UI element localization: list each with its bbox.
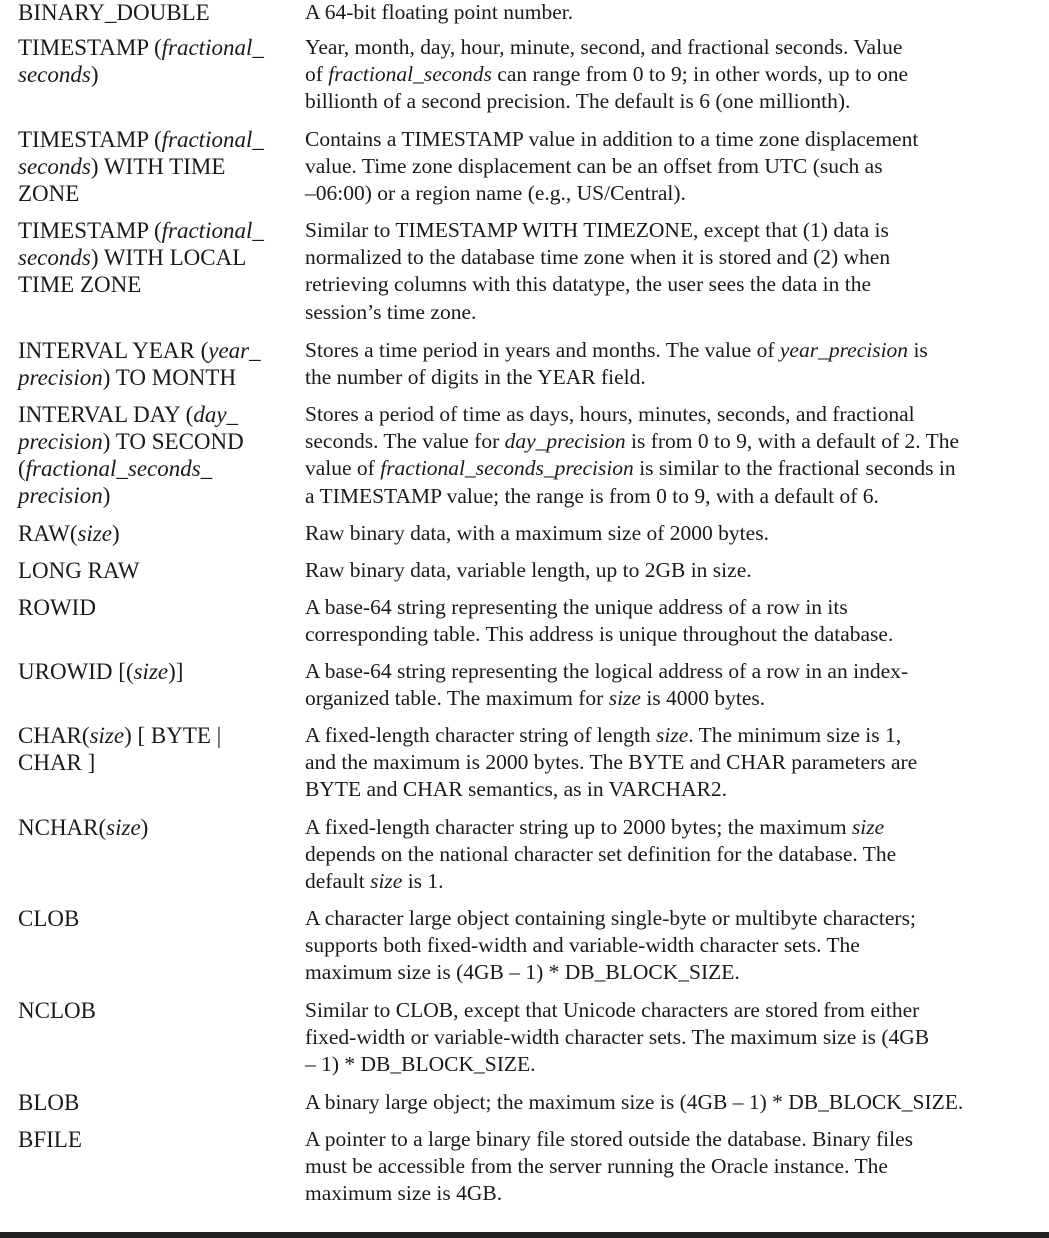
datatype-description-cell	[305, 401, 1038, 510]
text: TIMESTAMP (	[18, 218, 162, 243]
table-row	[18, 814, 1038, 896]
datatype-name-cell	[18, 814, 305, 841]
text: INTERVAL YEAR (	[18, 338, 209, 363]
italic-text: fractional_ seconds	[18, 218, 264, 270]
text: BLOB	[18, 1090, 80, 1115]
italic-text: size	[608, 686, 641, 711]
text: ) [ BYTE | CHAR ]	[18, 723, 222, 775]
text: INTERVAL DAY (	[18, 402, 194, 427]
text: )	[102, 483, 111, 508]
text: depends on the national character set definition for the database. The default	[305, 842, 897, 894]
italic-text: size	[851, 815, 885, 839]
table-row	[18, 905, 1038, 987]
datatype-description-cell	[305, 1089, 1038, 1116]
text: )	[90, 62, 99, 87]
italic-text: fractional_seconds_ precision	[18, 456, 213, 508]
datatype-name-cell	[18, 337, 305, 391]
text: is from 0 to 9, with a default of 2. The value of	[305, 429, 960, 481]
text: Similar to TIMESTAMP WITH TIMEZONE, except that (1) data is normalized to the database time zone when it is stored and (2) when retrieving columns with this datatype, the user sees the data in the session’s time zone.	[305, 218, 891, 324]
text: ) WITH LOCAL TIME ZONE	[18, 245, 247, 297]
text: RAW(	[18, 521, 78, 546]
text: A fixed-length character string up to 2000 bytes; the maximum	[305, 815, 852, 839]
text: A pointer to a large binary file stored outside the database. Binary files must be accessible from the server running the Oracle instance. The maximum size is 4GB.	[305, 1127, 913, 1206]
text: ) TO SECOND (	[18, 429, 244, 481]
text: A base-64 string representing the logical address of a row in an index- organized table. The maximum for	[305, 659, 909, 711]
datatype-description-cell	[305, 594, 1038, 648]
datatype-name-cell	[18, 0, 305, 26]
text: ROWID	[18, 595, 96, 620]
datatype-description-cell	[305, 520, 1038, 547]
datatype-description-cell	[305, 997, 1038, 1079]
datatype-name-cell	[18, 217, 305, 298]
bottom-rule	[0, 1232, 1049, 1238]
datatype-description-cell	[305, 34, 1038, 116]
datatype-description-cell	[305, 126, 1038, 208]
text: is 1.	[402, 869, 444, 894]
text: . The minimum size is 1, and the maximum is 2000 bytes. The BYTE and CHAR parameters are BYTE and CHAR semantics, as in VARCHAR2.	[305, 723, 918, 802]
text: Stores a time period in years and months. The value of	[305, 338, 780, 362]
datatype-name-cell	[18, 594, 305, 621]
datatype-description-cell	[305, 337, 1038, 391]
text: Stores a period of time as days, hours, minutes, seconds, and fractional seconds. The value for	[305, 402, 915, 454]
text: )	[140, 815, 149, 840]
italic-text: fractional_ seconds	[18, 35, 264, 87]
text: can range from 0 to 9; in other words, up to one billionth of a second precision. The default is 6 (one millionth).	[305, 62, 909, 114]
italic-text: size	[133, 659, 169, 684]
italic-text: fractional_seconds	[328, 62, 492, 87]
table-row	[18, 401, 1038, 510]
table-row	[18, 594, 1038, 648]
text: is 4000 bytes.	[640, 686, 766, 711]
text: ) TO MONTH	[102, 365, 237, 390]
text: )	[111, 521, 120, 546]
italic-text: size	[370, 869, 403, 894]
text: TIMESTAMP (	[18, 35, 162, 60]
datatype-description-cell	[305, 557, 1038, 584]
text: Raw binary data, variable length, up to 2GB in size.	[305, 558, 752, 582]
text: UROWID [(	[18, 659, 134, 684]
datatype-name-cell	[18, 401, 305, 509]
text: is similar to the fractional seconds in a TIMESTAMP value; the range is from 0 to 9, with a default of 6.	[305, 456, 956, 508]
text: Raw binary data, with a maximum size of 2000 bytes.	[305, 521, 769, 545]
text: NCLOB	[18, 998, 96, 1023]
datatype-description-cell	[305, 814, 1038, 896]
italic-text: year_precision	[779, 338, 909, 362]
datatype-description-cell	[305, 905, 1038, 987]
italic-text: size	[77, 521, 112, 546]
table-row	[18, 337, 1038, 391]
table-row	[18, 997, 1038, 1079]
table-row	[18, 557, 1038, 584]
table-row	[18, 1089, 1038, 1116]
table-row	[18, 126, 1038, 208]
text: ) WITH TIME ZONE	[18, 154, 226, 206]
text: )]	[168, 659, 184, 684]
text: A 64-bit floating point number.	[305, 0, 574, 24]
table-row	[18, 217, 1038, 326]
italic-text: fractional_ seconds	[18, 127, 264, 179]
italic-text: size	[656, 723, 689, 747]
table-row	[18, 0, 1038, 26]
italic-text: fractional_seconds_precision	[380, 456, 634, 481]
text: CHAR(	[18, 723, 90, 748]
datatype-name-cell	[18, 658, 305, 685]
italic-text: day_ precision	[18, 402, 239, 454]
text: Contains a TIMESTAMP value in addition to a time zone displacement value. Time zone displacement can be an offset from UTC (such as –06:00) or a region name (e.g., US/Central).	[305, 127, 919, 206]
text: A fixed-length character string of length	[305, 723, 657, 747]
italic-text: size	[89, 723, 125, 748]
text: Year, month, day, hour, minute, second, and fractional seconds. Value of	[305, 35, 903, 87]
datatype-description-cell	[305, 658, 1038, 712]
datatype-name-cell	[18, 905, 305, 932]
datatype-name-cell	[18, 34, 305, 88]
datatype-name-cell	[18, 997, 305, 1024]
datatype-name-cell	[18, 722, 305, 776]
datatype-name-cell	[18, 520, 305, 547]
text: BINARY_DOUBLE	[18, 0, 210, 25]
text: A binary large object; the maximum size is (4GB – 1) * DB_BLOCK_SIZE.	[305, 1090, 964, 1114]
datatype-name-cell	[18, 1089, 305, 1116]
italic-text: year_ precision	[18, 338, 261, 390]
table-row	[18, 34, 1038, 116]
datatype-name-cell	[18, 557, 305, 584]
datatype-description-cell	[305, 217, 1038, 326]
table-row	[18, 520, 1038, 547]
datatype-description-cell	[305, 0, 1038, 26]
text: NCHAR(	[18, 815, 107, 840]
text: CLOB	[18, 906, 80, 931]
datatype-name-cell	[18, 126, 305, 207]
text: LONG RAW	[18, 558, 140, 583]
text: A character large object containing single-byte or multibyte characters; supports both fixed-width and variable-width character sets. The maximum size is (4GB – 1) * DB_BLOCK_SIZE.	[305, 906, 916, 985]
text: BFILE	[18, 1127, 82, 1152]
table-row	[18, 658, 1038, 712]
italic-text: day_precision	[504, 429, 626, 454]
italic-text: size	[106, 815, 141, 840]
text: A base-64 string representing the unique address of a row in its corresponding table. This address is unique throughout the database.	[305, 595, 894, 647]
table-row	[18, 1126, 1038, 1208]
datatype-name-cell	[18, 1126, 305, 1153]
table-row	[18, 722, 1038, 804]
datatype-description-cell	[305, 722, 1038, 804]
datatype-description-cell	[305, 1126, 1038, 1208]
text: is the number of digits in the YEAR field.	[305, 338, 928, 390]
text: TIMESTAMP (	[18, 127, 162, 152]
text: Similar to CLOB, except that Unicode characters are stored from either fixed-width or variable-width character sets. The maximum size is (4GB – 1) * DB_BLOCK_SIZE.	[305, 998, 930, 1077]
